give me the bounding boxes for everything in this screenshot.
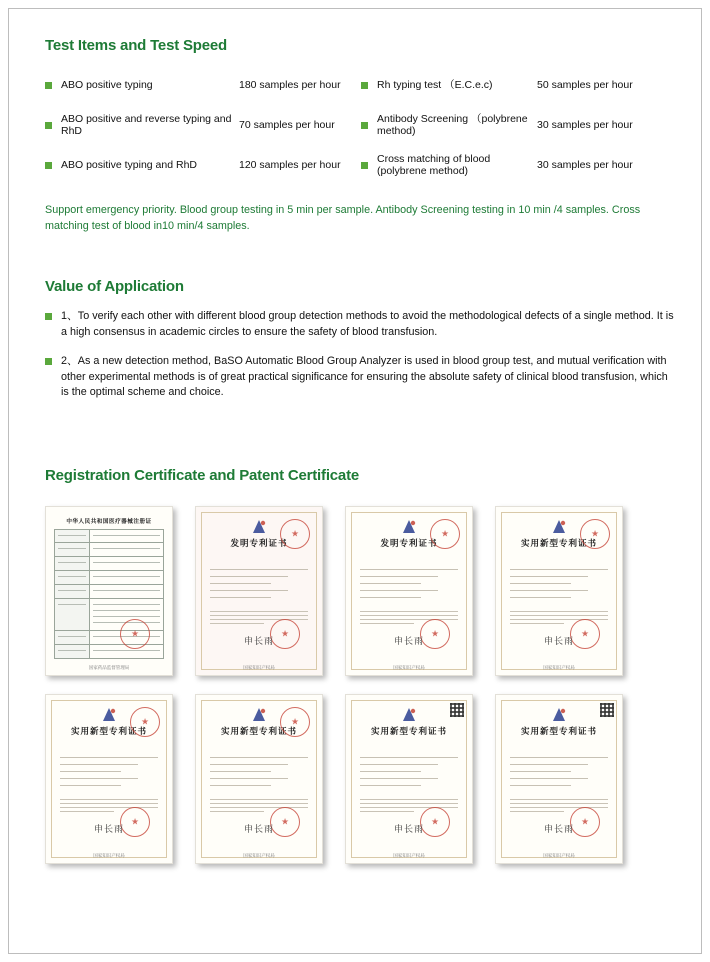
red-seal-icon: [280, 519, 310, 549]
test-item-value: 120 samples per hour: [239, 159, 341, 171]
qr-code-icon: [600, 703, 614, 717]
test-item-row: [45, 68, 361, 102]
certificate-image: [495, 506, 623, 676]
test-item-value: 30 samples per hour: [537, 159, 633, 171]
red-seal-icon: [570, 619, 600, 649]
value-point: [45, 309, 677, 340]
value-of-application-heading: Value of Application: [45, 278, 184, 295]
certificate-title: 发明专利证书: [380, 538, 438, 549]
certificate-caption: 国家知识产权局: [93, 852, 125, 858]
value-of-application-section: [45, 278, 677, 401]
square-bullet-icon: [361, 162, 368, 169]
red-seal-icon: [580, 519, 610, 549]
patent-office-logo-icon: [99, 707, 119, 723]
test-item-row: [361, 68, 677, 102]
red-seal-icon: [270, 807, 300, 837]
test-item-label: Cross matching of blood (polybrene method): [377, 152, 491, 177]
patent-office-logo-icon: [549, 519, 569, 535]
certificate-fields: [510, 569, 608, 604]
test-items-heading: Test Items and Test Speed: [45, 37, 227, 54]
document-page: [8, 8, 702, 954]
red-seal-icon: [130, 707, 160, 737]
certificate-fields: [510, 757, 608, 792]
certificate-fields: [360, 569, 458, 604]
test-item-row: [45, 148, 361, 182]
test-items-column-left: [45, 68, 361, 188]
certificates-grid: [45, 506, 677, 864]
certificate-image: [345, 694, 473, 864]
certificate-signature: 申长雨: [543, 636, 575, 647]
certificate-signature: 申长雨: [243, 824, 275, 835]
certificate-image: [195, 694, 323, 864]
certificate-title: 实用新型专利证书: [70, 726, 147, 737]
certificate-fields: [360, 757, 458, 792]
test-item-row: [361, 108, 677, 142]
certificate-signature: 申长雨: [393, 824, 425, 835]
certificate-caption: 国家知识产权局: [243, 664, 275, 670]
red-seal-icon: [420, 619, 450, 649]
certificate-title: 发明专利证书: [230, 538, 288, 549]
certificate-image: [345, 506, 473, 676]
certificate-caption: 国家知识产权局: [393, 852, 425, 858]
square-bullet-icon: [45, 82, 52, 89]
certificate-title: 实用新型专利证书: [520, 538, 597, 549]
test-item-value: 50 samples per hour: [537, 79, 633, 91]
red-seal-icon: [120, 619, 150, 649]
test-item-value: 70 samples per hour: [239, 119, 335, 131]
certificate-caption: 国家知识产权局: [243, 852, 275, 858]
square-bullet-icon: [361, 122, 368, 129]
red-seal-icon: [120, 807, 150, 837]
certificate-signature: 申长雨: [543, 824, 575, 835]
value-point: [45, 354, 677, 401]
certificate-fields: [210, 569, 308, 604]
patent-office-logo-icon: [399, 707, 419, 723]
test-item-label: ABO positive typing and RhD: [61, 158, 197, 171]
certificate-signature: 申长雨: [393, 636, 425, 647]
certificate-fields: [210, 757, 308, 792]
certificate-image: [495, 694, 623, 864]
patent-office-logo-icon: [249, 519, 269, 535]
red-seal-icon: [430, 519, 460, 549]
square-bullet-icon: [45, 313, 52, 320]
value-point-text: 2、As a new detection method, BaSO Automatic Blood Group Analyzer is used in blood group test, and mutual verification with other experimental methods is of great practical significance for ensuring the absolute safety of clinical blood transfusion, which is the optimal scheme and choice.: [61, 355, 668, 398]
red-seal-icon: [570, 807, 600, 837]
page-content: [45, 37, 677, 864]
certificate-caption: 国家知识产权局: [543, 852, 575, 858]
patent-office-logo-icon: [399, 519, 419, 535]
certificates-section: [45, 467, 677, 864]
patent-office-logo-icon: [249, 707, 269, 723]
emergency-priority-note: Support emergency priority. Blood group testing in 5 min per sample. Antibody Screening testing in 10 min /4 samples. Cross matching test of blood in10 min/4 samples.: [45, 204, 641, 232]
certificate-title: 实用新型专利证书: [520, 726, 597, 737]
square-bullet-icon: [45, 122, 52, 129]
test-item-label: ABO positive and reverse typing and RhD: [61, 112, 232, 137]
square-bullet-icon: [361, 82, 368, 89]
certificate-image: [45, 694, 173, 864]
test-items-column-right: [361, 68, 677, 188]
certificate-title: 实用新型专利证书: [370, 726, 447, 737]
test-item-label: ABO positive typing: [61, 78, 153, 91]
patent-office-logo-icon: [549, 707, 569, 723]
certificate-caption: 国家知识产权局: [393, 664, 425, 670]
red-seal-icon: [270, 619, 300, 649]
square-bullet-icon: [45, 358, 52, 365]
certificate-title: 实用新型专利证书: [220, 726, 297, 737]
test-item-label: Rh typing test （E.C.e.c): [377, 78, 493, 91]
certificate-caption: 国家药品监督管理局: [88, 664, 130, 670]
test-item-value: 30 samples per hour: [537, 119, 633, 131]
certificate-image: [45, 506, 173, 676]
test-item-label: Antibody Screening （polybrene method): [377, 112, 528, 137]
certificate-title: 中华人民共和国医疗器械注册证: [66, 518, 152, 525]
test-items-table: [45, 68, 677, 188]
certificates-heading: Registration Certificate and Patent Certificate: [45, 466, 360, 484]
certificate-caption: 国家知识产权局: [543, 664, 575, 670]
test-item-row: [361, 148, 677, 182]
qr-code-icon: [450, 703, 464, 717]
certificate-signature: 申长雨: [93, 824, 125, 835]
red-seal-icon: [420, 807, 450, 837]
square-bullet-icon: [45, 162, 52, 169]
test-item-value: 180 samples per hour: [239, 79, 341, 91]
certificate-fields: [60, 757, 158, 792]
red-seal-icon: [280, 707, 310, 737]
certificate-image: [195, 506, 323, 676]
value-point-text: 1、To verify each other with different blood group detection methods to avoid the methodological defects of a single method. It is a high consensus in academic circles to ensure the safety of blood transfusion.: [61, 310, 674, 338]
certificate-signature: 申长雨: [243, 636, 275, 647]
test-item-row: [45, 108, 361, 142]
